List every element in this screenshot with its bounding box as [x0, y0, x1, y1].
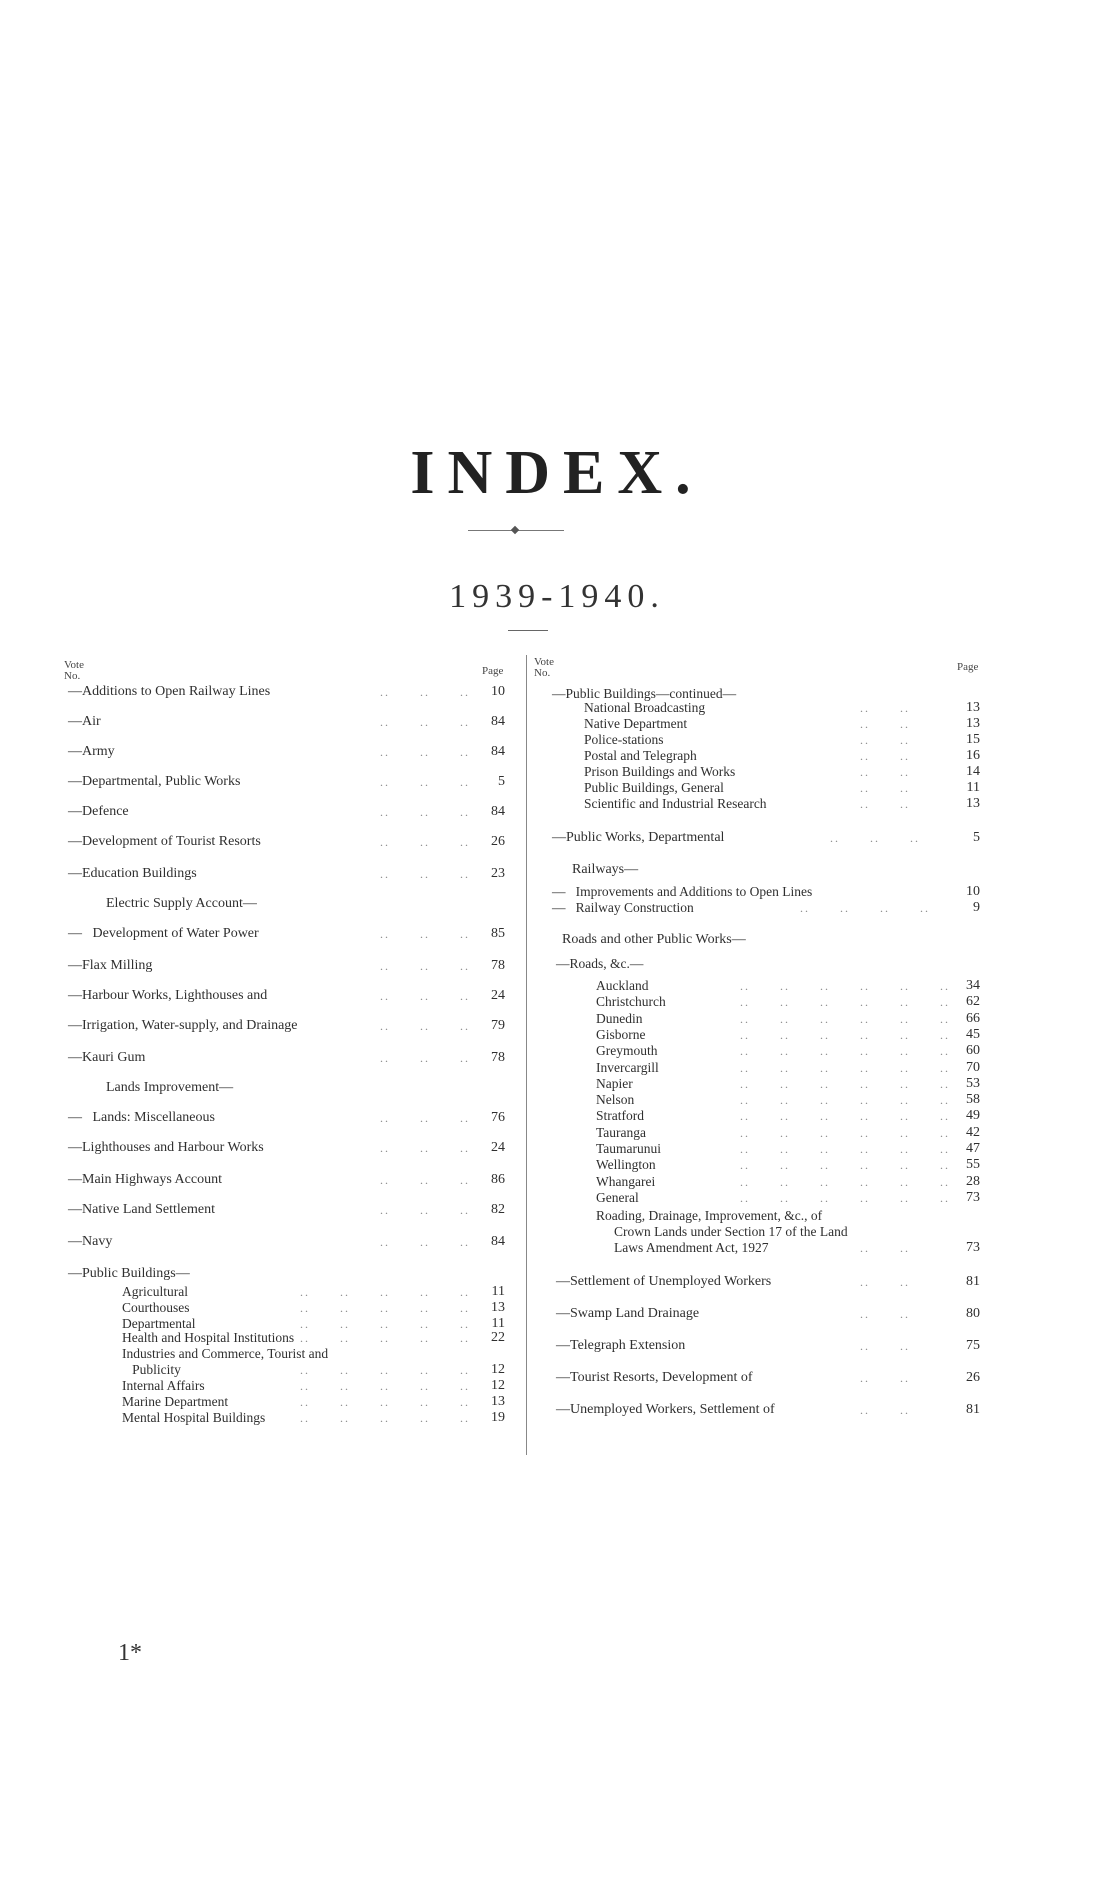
index-entry-label: —Lighthouses and Harbour Works: [68, 1140, 264, 1155]
index-page-number: 62: [966, 994, 980, 1010]
index-entry-label: General: [596, 1189, 639, 1205]
page-title: INDEX.: [410, 439, 704, 507]
index-page-number: 42: [966, 1124, 980, 1140]
index-entry-label: Auckland: [596, 978, 649, 993]
index-page-number: 10: [491, 684, 505, 699]
index-page-number: 47: [966, 1141, 980, 1156]
right-page-header: Page: [957, 661, 979, 673]
leader-dots: .. .. ..: [380, 1051, 470, 1065]
leader-dots: .. .. .. .. .. ..: [740, 1027, 950, 1042]
index-entry-label: —Main Highways Account: [68, 1172, 222, 1187]
index-page-number: 84: [491, 1234, 505, 1249]
left-page-header: Page: [482, 665, 504, 677]
index-page-number: 11: [966, 780, 980, 795]
leader-dots: .. .. .. .. ..: [300, 1317, 470, 1331]
index-page-number: 80: [966, 1306, 980, 1321]
leader-dots: .. .. ..: [380, 1111, 470, 1125]
index-entry-label: Wellington: [596, 1157, 656, 1173]
index-entry-label: Christchurch: [596, 994, 666, 1010]
index-entry-label: —Native Land Settlement: [68, 1202, 215, 1217]
index-page-number: 24: [491, 1140, 505, 1155]
leader-dots: .. .. .. .. .. ..: [740, 979, 950, 993]
leader-dots: .. .. .. .. .. ..: [740, 1011, 950, 1026]
index-entry-label: —Departmental, Public Works: [68, 774, 241, 789]
leader-dots: .. .. ..: [380, 805, 470, 819]
index-page-number: 23: [491, 866, 505, 881]
index-entry-label: Agricultural: [122, 1284, 188, 1299]
index-entry-label: Prison Buildings and Works: [584, 764, 736, 779]
right-no-header: No.: [534, 667, 551, 679]
index-entry-label: Dunedin: [596, 1010, 643, 1026]
index-page-number: 13: [966, 796, 980, 811]
leader-dots: .. .. ..: [830, 831, 920, 845]
index-entry-label: Roading, Drainage, Improvement, &c., of: [596, 1208, 823, 1223]
index-entry-label: Postal and Telegraph: [584, 748, 697, 763]
leader-dots: .. ..: [860, 1403, 910, 1417]
leader-dots: .. .. .. .. .. ..: [740, 1060, 950, 1075]
index-entry-label: —Tourist Resorts, Development of: [556, 1370, 753, 1385]
left-vote-header: Vote: [64, 659, 84, 671]
column-divider: [526, 655, 527, 1455]
index-entry-label: —Development of Tourist Resorts: [68, 834, 261, 849]
leader-dots: .. .. .. .. .. ..: [740, 1190, 950, 1205]
leader-dots: .. ..: [860, 1241, 910, 1255]
index-entry-label: — Lands: Miscellaneous: [68, 1110, 215, 1125]
index-entry-label: —Telegraph Extension: [556, 1338, 686, 1353]
index-entry-label: Tauranga: [596, 1124, 647, 1140]
index-page-number: 13: [966, 716, 980, 731]
leader-dots: .. .. .. .. .. ..: [740, 1093, 950, 1108]
index-entry-label: — Improvements and Additions to Open Lines: [552, 884, 813, 899]
index-page-number: 49: [966, 1108, 980, 1124]
index-page-number: 79: [491, 1018, 505, 1033]
index-entry-label: —Education Buildings: [68, 866, 197, 881]
leader-dots: .. ..: [860, 781, 910, 795]
index-entry-label: —Irrigation, Water-supply, and Drainage: [68, 1018, 298, 1033]
leader-dots: .. .. .. ..: [800, 901, 930, 915]
leader-dots: .. .. .. .. ..: [300, 1379, 470, 1393]
index-page-number: 81: [966, 1402, 980, 1417]
index-entry-label: — Development of Water Power: [68, 926, 259, 941]
index-entry-label: —Army: [68, 744, 115, 759]
index-entry-label: —Swamp Land Drainage: [556, 1306, 700, 1321]
index-entry-label: Internal Affairs: [122, 1378, 205, 1393]
index-entry-label: Scientific and Industrial Research: [584, 796, 767, 811]
index-page-number: 16: [966, 748, 980, 763]
index-page-number: 58: [966, 1092, 980, 1108]
ornamental-rule: [468, 530, 564, 531]
index-entry-label: —Additions to Open Railway Lines: [68, 684, 271, 699]
index-entry-label: Departmental: [122, 1316, 196, 1331]
index-page-number: 15: [966, 732, 980, 747]
index-entry-label: Roads and other Public Works—: [562, 932, 746, 947]
leader-dots: .. .. ..: [380, 1019, 470, 1033]
leader-dots: .. ..: [860, 1307, 910, 1321]
leader-dots: .. .. .. .. .. ..: [740, 1044, 950, 1059]
leader-dots: .. .. ..: [380, 1173, 470, 1187]
index-entry-label: Invercargill: [596, 1059, 659, 1075]
leader-dots: .. .. .. .. .. ..: [740, 1109, 950, 1124]
index-entry-label: Whangarei: [596, 1173, 656, 1189]
index-page-number: 19: [491, 1410, 505, 1425]
index-entry-label: —Navy: [68, 1234, 113, 1249]
leader-dots: .. .. ..: [380, 959, 470, 973]
index-page-number: 66: [966, 1010, 980, 1026]
index-entry-label: —Roads, &c.—: [556, 956, 644, 971]
short-rule: [508, 630, 548, 631]
index-entry-label: National Broadcasting: [584, 700, 706, 715]
index-page-number: 13: [966, 700, 980, 715]
leader-dots: .. .. .. .. ..: [300, 1395, 470, 1409]
index-entry-label: — Railway Construction: [552, 900, 694, 915]
index-page-number: 81: [966, 1274, 980, 1289]
index-page-number: 10: [966, 884, 980, 899]
index-page-number: 53: [966, 1075, 980, 1091]
index-entry-label: Napier: [596, 1075, 633, 1091]
leader-dots: .. .. .. .. ..: [300, 1285, 470, 1299]
index-page-number: 28: [966, 1173, 980, 1189]
leader-dots: .. .. .. .. .. ..: [740, 1158, 950, 1173]
index-entry-label: Stratford: [596, 1108, 644, 1124]
leader-dots: .. .. ..: [380, 867, 470, 881]
index-entry-label: Health and Hospital Institutions: [122, 1330, 295, 1345]
leader-dots: .. ..: [860, 701, 910, 715]
index-entry-label: —Flax Milling: [68, 958, 153, 973]
index-entry-label: —Public Buildings—continued—: [552, 686, 737, 701]
leader-dots: .. .. .. .. ..: [300, 1411, 470, 1425]
index-page-number: 86: [491, 1172, 505, 1187]
index-entry-label: Marine Department: [122, 1394, 229, 1409]
signature-mark: 1*: [118, 1640, 142, 1666]
year-range: 1939-1940.: [449, 578, 665, 615]
leader-dots: .. ..: [860, 797, 910, 811]
index-page-number: 84: [491, 804, 505, 819]
index-page-number: 26: [966, 1370, 980, 1385]
leader-dots: .. .. .. .. .. ..: [740, 1174, 950, 1189]
index-page-number: 73: [966, 1240, 980, 1255]
index-page-number: 24: [491, 988, 505, 1003]
index-entry-label: —Public Buildings—: [68, 1266, 190, 1281]
index-page-number: 12: [491, 1362, 505, 1377]
index-entry-label: Native Department: [584, 716, 688, 731]
leader-dots: .. .. .. .. .. ..: [740, 1076, 950, 1091]
leader-dots: .. ..: [860, 1371, 910, 1385]
leader-dots: .. .. ..: [380, 1235, 470, 1249]
leader-dots: .. .. ..: [380, 715, 470, 729]
index-page-number: 70: [966, 1059, 980, 1075]
index-entry-label: Industries and Commerce, Tourist and: [122, 1346, 329, 1361]
leader-dots: .. .. ..: [380, 1203, 470, 1217]
index-entry-label: —Defence: [68, 804, 129, 819]
index-entry-label: —Air: [68, 714, 101, 729]
index-page-number: 34: [966, 978, 980, 993]
leader-dots: .. .. .. .. .. ..: [740, 995, 950, 1010]
index-page-number: 26: [491, 834, 505, 849]
leader-dots: .. .. .. .. ..: [300, 1301, 470, 1315]
index-entry-label: Railways—: [572, 862, 639, 877]
index-page-number: 84: [491, 714, 505, 729]
leader-dots: .. .. ..: [380, 835, 470, 849]
leader-dots: .. .. ..: [380, 927, 470, 941]
index-page-number: 78: [491, 1050, 505, 1065]
index-page-number: 60: [966, 1043, 980, 1059]
index-entry-label: Courthouses: [122, 1300, 190, 1315]
leader-dots: .. ..: [860, 1339, 910, 1353]
index-page-number: 5: [498, 774, 505, 789]
index-page-number: 5: [973, 830, 980, 845]
leader-dots: .. .. ..: [380, 685, 470, 699]
left-no-header: No.: [64, 670, 81, 682]
index-entry-label: Laws Amendment Act, 1927: [614, 1240, 769, 1255]
leader-dots: .. .. ..: [380, 775, 470, 789]
index-page-number: 76: [491, 1110, 505, 1125]
index-page-number: 75: [966, 1338, 980, 1353]
leader-dots: .. .. .. .. ..: [300, 1363, 470, 1377]
index-page-number: 9: [973, 900, 980, 915]
index-entry-label: Gisborne: [596, 1026, 646, 1042]
leader-dots: .. .. .. .. .. ..: [740, 1142, 950, 1156]
index-entry-label: Lands Improvement—: [106, 1080, 234, 1095]
index-entry-label: Mental Hospital Buildings: [122, 1410, 266, 1425]
index-entry-label: Taumarunui: [596, 1141, 662, 1156]
index-page-number: 85: [491, 926, 505, 941]
index-entry-label: Publicity: [122, 1362, 181, 1377]
index-entry-label: Crown Lands under Section 17 of the Land: [614, 1224, 848, 1239]
leader-dots: .. .. ..: [380, 745, 470, 759]
index-entry-label: —Settlement of Unemployed Workers: [556, 1274, 772, 1289]
index-page-number: 82: [491, 1202, 505, 1217]
index-entry-label: —Harbour Works, Lighthouses and: [68, 988, 268, 1003]
index-page-number: 73: [966, 1189, 980, 1205]
leader-dots: .. .. ..: [380, 1141, 470, 1155]
index-entry-label: —Unemployed Workers, Settlement of: [556, 1402, 775, 1417]
leader-dots: .. ..: [860, 765, 910, 779]
index-page-number: 11: [491, 1284, 505, 1299]
index-entry-label: Greymouth: [596, 1043, 658, 1059]
index-entry-label: —Kauri Gum: [68, 1050, 146, 1065]
leader-dots: .. .. ..: [380, 989, 470, 1003]
index-page-number: 84: [491, 744, 505, 759]
index-page-number: 78: [491, 958, 505, 973]
leader-dots: .. ..: [860, 1275, 910, 1289]
index-entry-label: —Public Works, Departmental: [552, 830, 725, 845]
index-page-number: 14: [966, 764, 980, 779]
leader-dots: .. ..: [860, 717, 910, 731]
index-entry-label: Electric Supply Account—: [106, 896, 257, 911]
index-page-number: 45: [966, 1026, 980, 1042]
index-page-number: 11: [491, 1316, 505, 1331]
index-page-number: 55: [966, 1157, 980, 1173]
right-vote-header: Vote: [534, 656, 554, 668]
leader-dots: .. .. .. .. .. ..: [740, 1125, 950, 1140]
leader-dots: .. .. .. .. ..: [300, 1331, 470, 1345]
leader-dots: .. ..: [860, 733, 910, 747]
leader-dots: .. ..: [860, 749, 910, 763]
index-page-number: 13: [491, 1394, 505, 1409]
index-entry-label: Public Buildings, General: [584, 780, 724, 795]
index-page-number: 22: [491, 1330, 505, 1345]
index-entry-label: Police-stations: [584, 732, 664, 747]
index-entry-label: Nelson: [596, 1092, 635, 1108]
index-page-number: 13: [491, 1300, 505, 1315]
index-page-number: 12: [491, 1378, 505, 1393]
